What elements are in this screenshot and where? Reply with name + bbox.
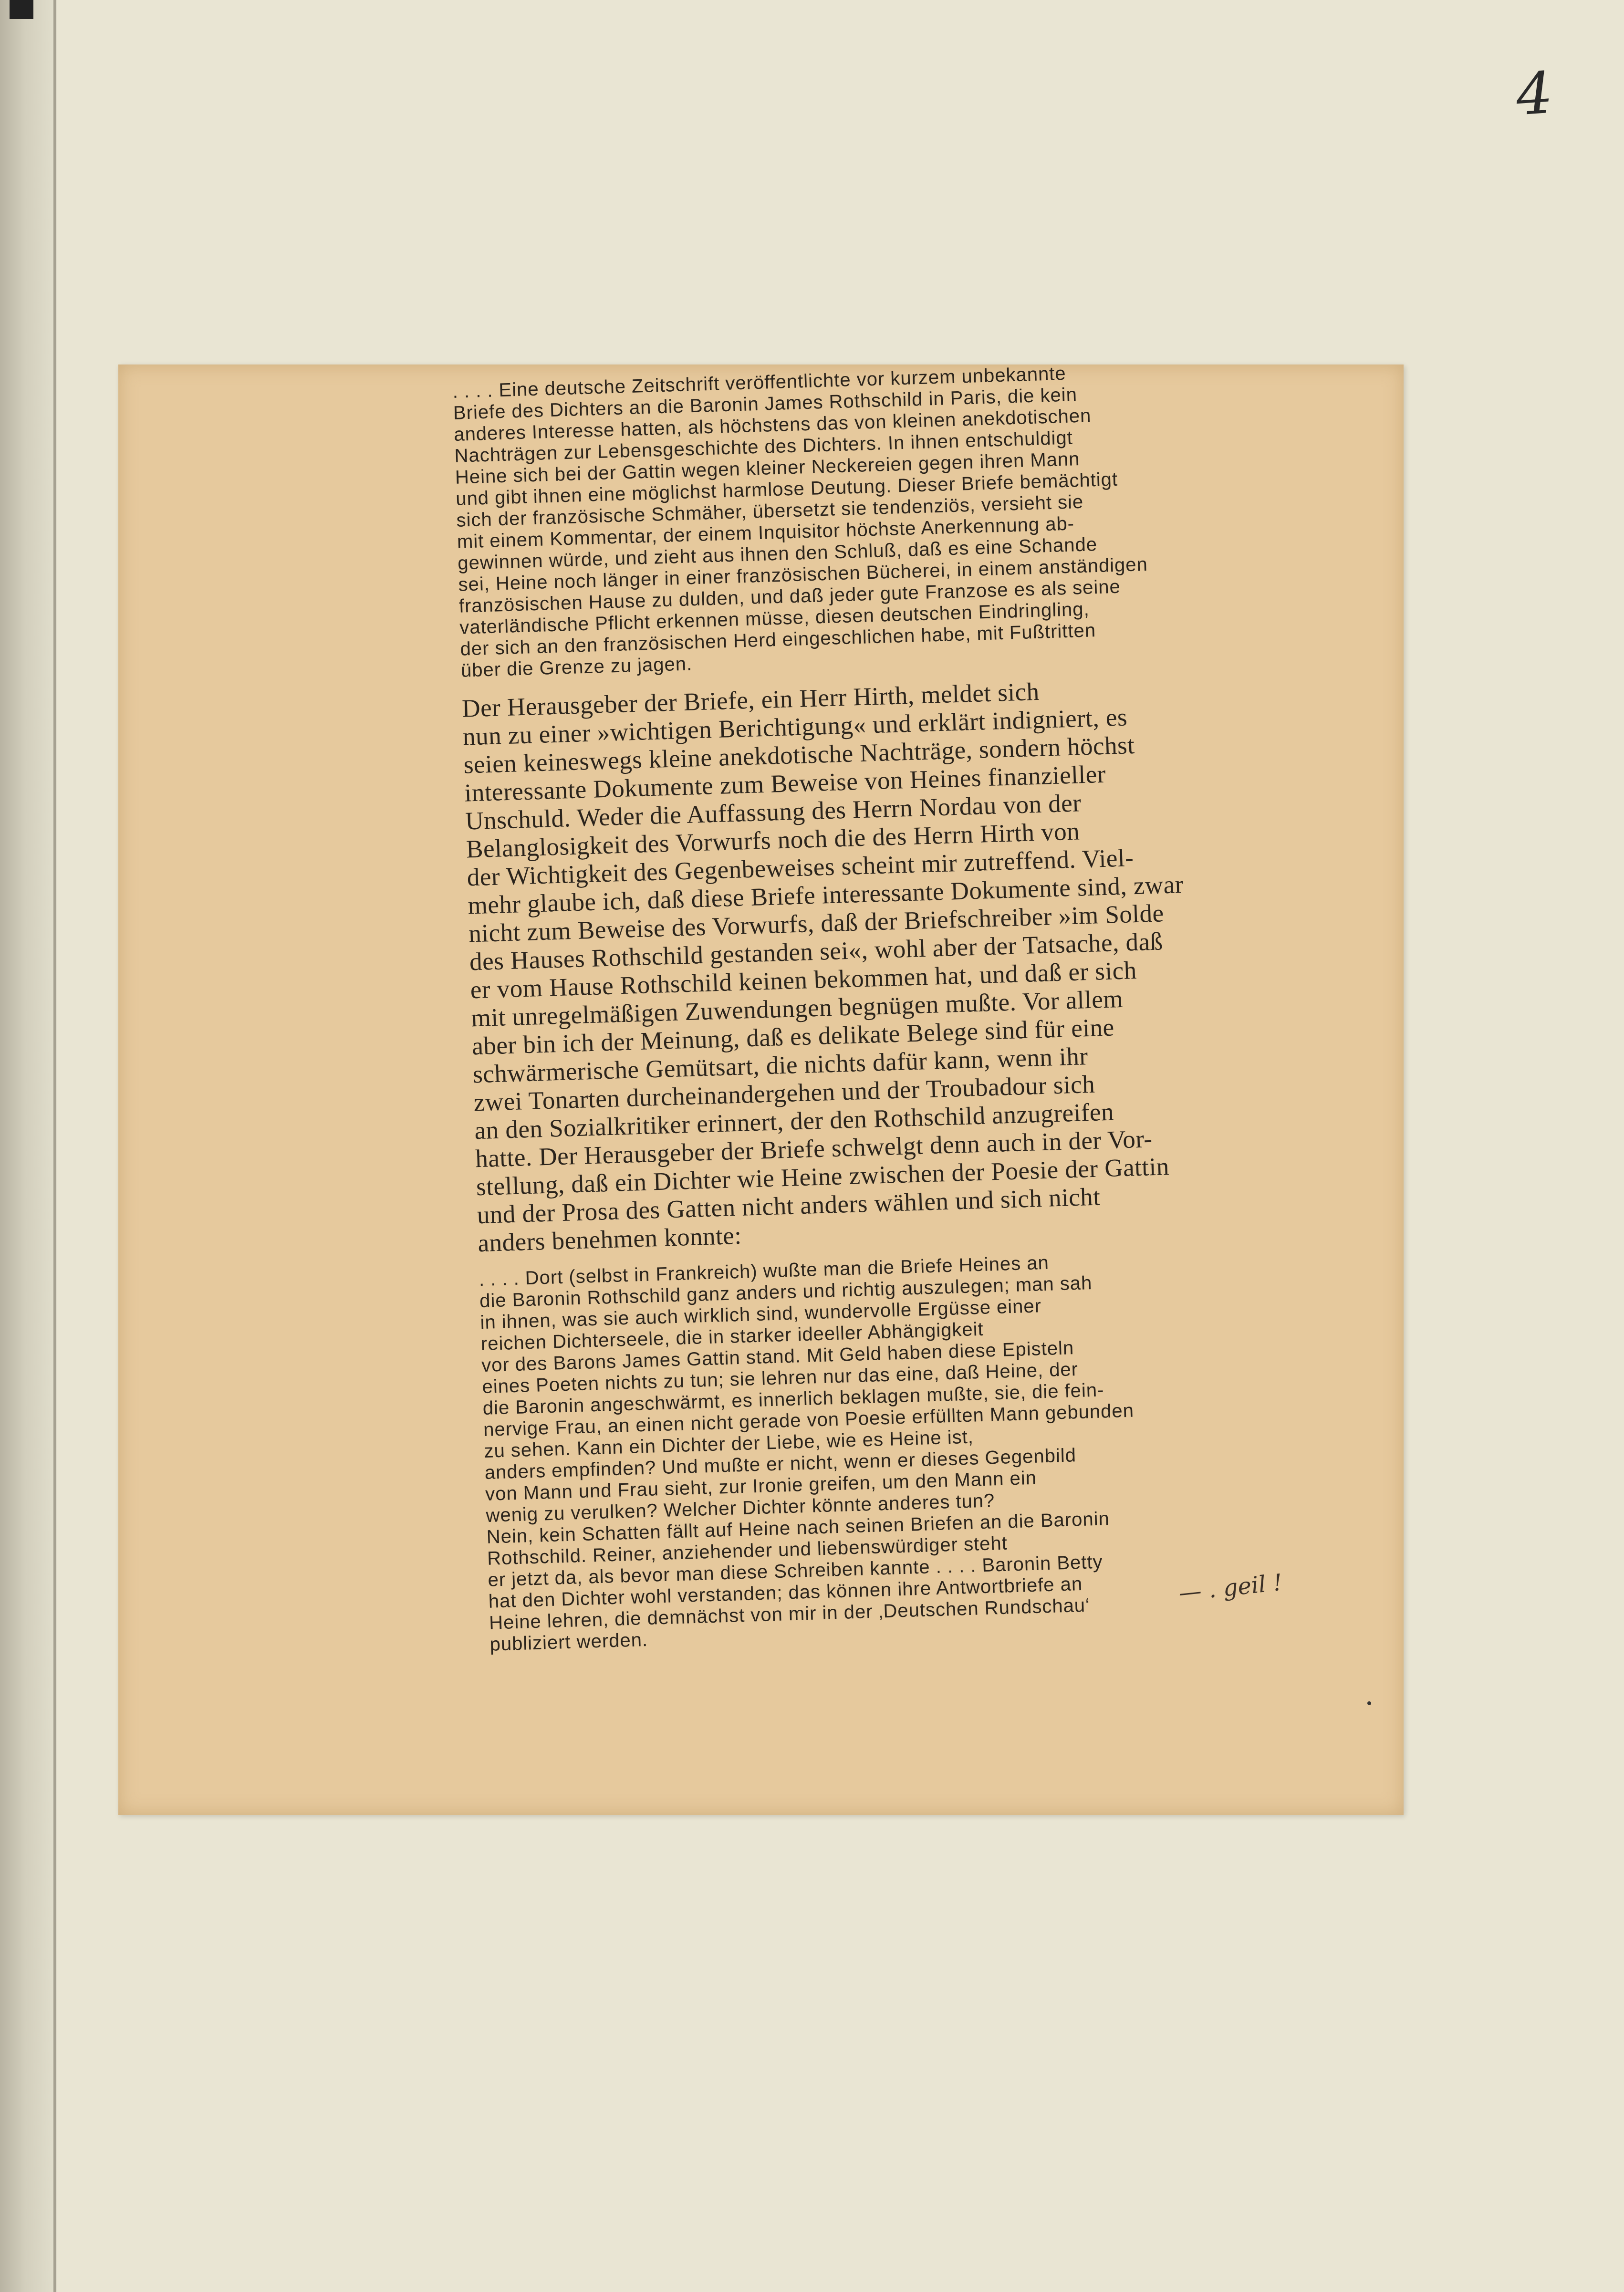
hirth-quote-paragraph: . . . . Dort (selbst in Frankreich) wußte man die Briefe Heines an die Baronin Rothschild ganz anders und richtig auszulegen; man sah in ihnen, was sie auch wirklich sind, wundervolle Ergüsse einer reichen Dichterseele, die in starker ideeller Abhängigkeit vor des Barons James Gattin stand. Mit Geld haben diese Episteln eines Poeten nichts zu tun; sie lehren nur das eine, daß Heine, der die Baronin angeschwärmt, es innerlich beklagen mußte, sie, die fein- nervige Frau, an einen nicht gerade von Poesie erfüllten Mann gebunden zu sehen. Kann ein Dichter der Liebe, wie es Heine ist, anders empfinden? Und mußte er nicht, wenn er dieses Gegenbild von Mann und Frau sieht, zur Ironie greifen, um den Mann ein wenig zu verulken? Welcher Dichter könnte anderes tun? Nein, kein Schatten fällt auf Heine nach seinen Briefen an die Baronin Rothschild. Reiner, anziehender und liebenswürdiger steht er jetzt da, als bevor man diese Schreiben kannte . . . . Baronin Betty hat den Dichter wohl verstanden; das können ihre Antwortbriefe an Heine lehren, die demnächst von mir in der ‚Deutschen Rundschau‘ publiziert werden. bbox=[479, 1252, 1135, 1655]
page-fold-line bbox=[53, 0, 56, 2292]
book-gutter bbox=[0, 0, 57, 2292]
clipping-text bbox=[452, 356, 1320, 1655]
quote-intro-paragraph: . . . . Eine deutsche Zeitschrift veröffentlichte vor kurzem unbekannte Briefe des Dichters an die Baronin James Rothschild in Paris, die kein anderes Interesse hatten, als höchstens das von kleinen anekdotischen Nachträgen zur Lebensgeschichte des Dichters. In ihnen entschuldigt Heine sich bei der Gattin wegen kleiner Neckereien gegen ihren Mann und gibt ihnen eine möglichst harmlose Deutung. Dieser Briefe bemächtigt sich der französische Schmäher, übersetzt sie tendenziös, versieht sie mit einem Kommentar, der einem Inquisitor höchste Anerkennung ab- gewinnen würde, und zieht aus ihnen den Schluß, daß es eine Schande sei, Heine noch länger in einer französischen Bücherei, in einem anständigen französischen Hause zu dulden, und daß jeder gute Franzose es als seine vaterländische Pflicht erkennen müsse, diesen deutschen Eindringling, der sich an den französischen Herd eingeschlichen habe, mit Fußtritten über die Grenze zu jagen. bbox=[452, 363, 1148, 681]
page-number: 4 bbox=[1514, 60, 1555, 129]
ink-speck bbox=[1367, 1701, 1371, 1705]
main-paragraph: Der Herausgeber der Briefe, ein Herr Hirth, meldet sich nun zu einer »wichtigen Berichtigung« und erklärt indigniert, es seien keineswegs kleine anekdotische Nachträge, sondern höchst interessante Dokumente zum Beweise von Heines finanzieller Unschuld. Weder die Auffassung des Herrn Nordau von der Belanglosigkeit des Vorwurfs noch die des Herrn Hirth von der Wichtigkeit des Gegenbeweises scheint mir zutreffend. Viel- mehr glaube ich, daß diese Briefe interessante Dokumente sind, zwar nicht zum Beweise des Vorwurfs, daß der Briefschreiber »im Solde des Hauses Rothschild gestanden sei«, wohl aber der Tatsache, daß er vom Hause Rothschild keinen bekommen hat, und daß er sich mit unregelmäßigen Zuwendungen begnügen mußte. Vor allem aber bin ich der Meinung, daß es delikate Belege sind für eine schwärmerische Gemütsart, die nichts dafür kann, wenn ihr zwei Tonarten durcheinandergehen und der Troubadour sich an den Sozialkritiker erinnert, der den Rothschild anzugreifen hatte. Der Herausgeber der Briefe schwelgt denn auch in der Vor- stellung, daß ein Dichter wie Heine zwischen der Poesie der Gattin und der Prosa des Gatten nicht anders wählen und sich nicht anders benehmen konnte: bbox=[461, 677, 1184, 1258]
binding-tab bbox=[10, 0, 33, 19]
handwritten-margin-note: — . geil ! bbox=[1177, 1569, 1284, 1607]
